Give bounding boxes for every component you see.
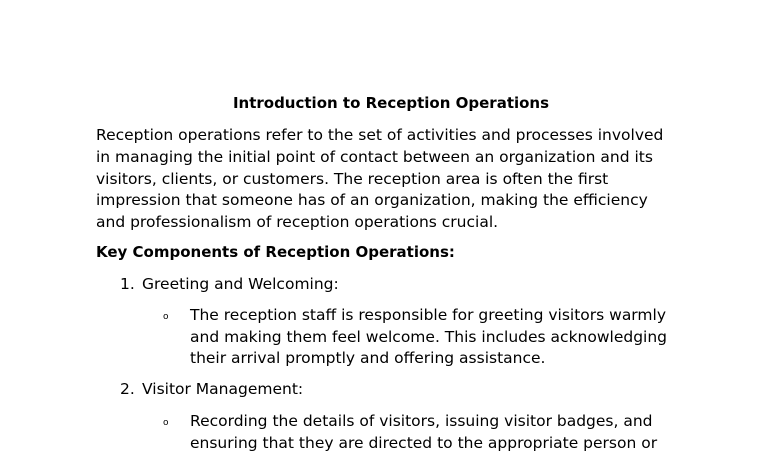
intro-line: Reception operations refer to the set of activities and processes involved <box>96 125 686 147</box>
list-item-detail <box>190 411 690 454</box>
list-item-detail <box>190 305 690 370</box>
bullet-icon: o <box>163 413 173 433</box>
detail-line: ensuring that they are directed to the appropriate person or <box>190 433 690 454</box>
document-title: Introduction to Reception Operations <box>96 93 686 113</box>
list-item-number: 2. <box>120 379 135 399</box>
list-item-label: Greeting and Welcoming: <box>142 274 339 294</box>
detail-line: The reception staff is responsible for greeting visitors warmly <box>190 305 690 327</box>
list-item-label: Visitor Management: <box>142 379 303 399</box>
detail-line: Recording the details of visitors, issuing visitor badges, and <box>190 411 690 433</box>
intro-line: in managing the initial point of contact between an organization and its <box>96 147 686 169</box>
list-item-number: 1. <box>120 274 135 294</box>
intro-line: and professionalism of reception operations crucial. <box>96 212 686 234</box>
detail-line: their arrival promptly and offering assistance. <box>190 348 690 370</box>
bullet-icon: o <box>163 307 173 327</box>
section-heading: Key Components of Reception Operations: <box>96 242 455 262</box>
detail-line: and making them feel welcome. This includes acknowledging <box>190 327 690 349</box>
intro-line: visitors, clients, or customers. The reception area is often the first <box>96 169 686 191</box>
intro-line: impression that someone has of an organization, making the efficiency <box>96 190 686 212</box>
intro-paragraph <box>96 125 686 234</box>
